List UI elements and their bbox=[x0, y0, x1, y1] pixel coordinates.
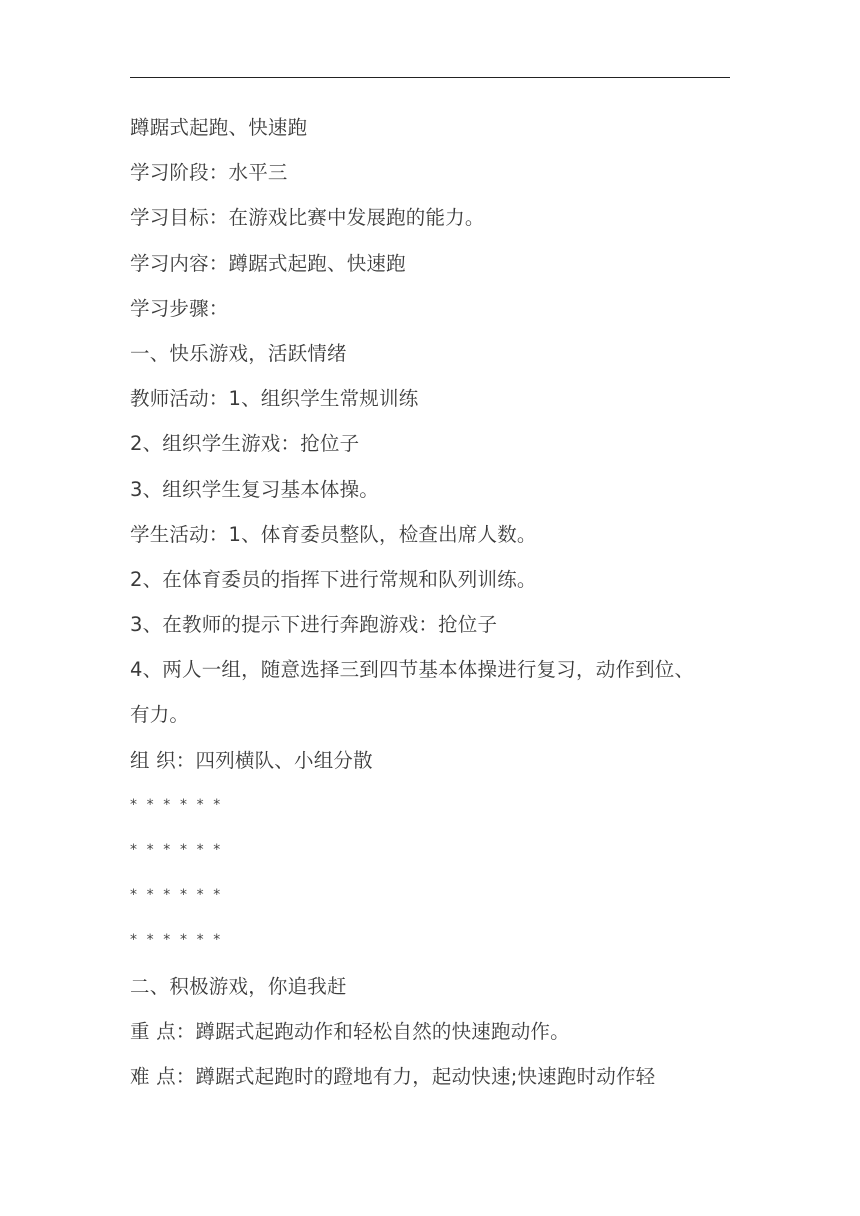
difficult-point: 难 点：蹲踞式起跑时的蹬地有力，起动快速;快速跑时动作轻 bbox=[130, 1064, 656, 1088]
student-activity-4-continued: 有力。 bbox=[130, 703, 190, 727]
header-rule bbox=[130, 77, 730, 78]
lesson-title: 蹲踞式起跑、快速跑 bbox=[130, 116, 308, 139]
teacher-activity-1: 教师活动：1、组织学生常规训练 bbox=[130, 387, 419, 411]
learning-stage: 学习阶段：水平三 bbox=[130, 161, 288, 185]
formation-row: * * * * * * bbox=[130, 842, 223, 858]
learning-content: 学习内容：蹲踞式起跑、快速跑 bbox=[130, 251, 406, 275]
student-activity-3: 3、在教师的提示下进行奔跑游戏：抢位子 bbox=[130, 613, 498, 637]
formation-row: * * * * * * bbox=[130, 887, 223, 904]
student-activity-4: 4、两人一组，随意选择三到四节基本体操进行复习，动作到位、 bbox=[130, 658, 695, 682]
key-point: 重 点：蹲踞式起跑动作和轻松自然的快速跑动作。 bbox=[130, 1019, 570, 1043]
formation-row: * * * * * * bbox=[130, 932, 223, 949]
student-activity-1: 学生活动：1、体育委员整队，检查出席人数。 bbox=[130, 522, 537, 546]
section-heading-2: 二、积极游戏，你追我赶 bbox=[130, 974, 347, 998]
student-activity-2: 2、在体育委员的指挥下进行常规和队列训练。 bbox=[130, 567, 537, 591]
teacher-activity-3: 3、组织学生复习基本体操。 bbox=[130, 477, 380, 501]
document-body bbox=[130, 105, 740, 1099]
learning-goal: 学习目标：在游戏比赛中发展跑的能力。 bbox=[130, 206, 485, 230]
organization: 组 织：四列横队、小组分散 bbox=[130, 748, 373, 772]
formation-row: * * * * * * bbox=[130, 796, 223, 813]
learning-steps-heading: 学习步骤： bbox=[130, 296, 229, 320]
teacher-activity-2: 2、组织学生游戏：抢位子 bbox=[130, 432, 360, 456]
section-heading-1: 一、快乐游戏，活跃情绪 bbox=[130, 341, 347, 365]
